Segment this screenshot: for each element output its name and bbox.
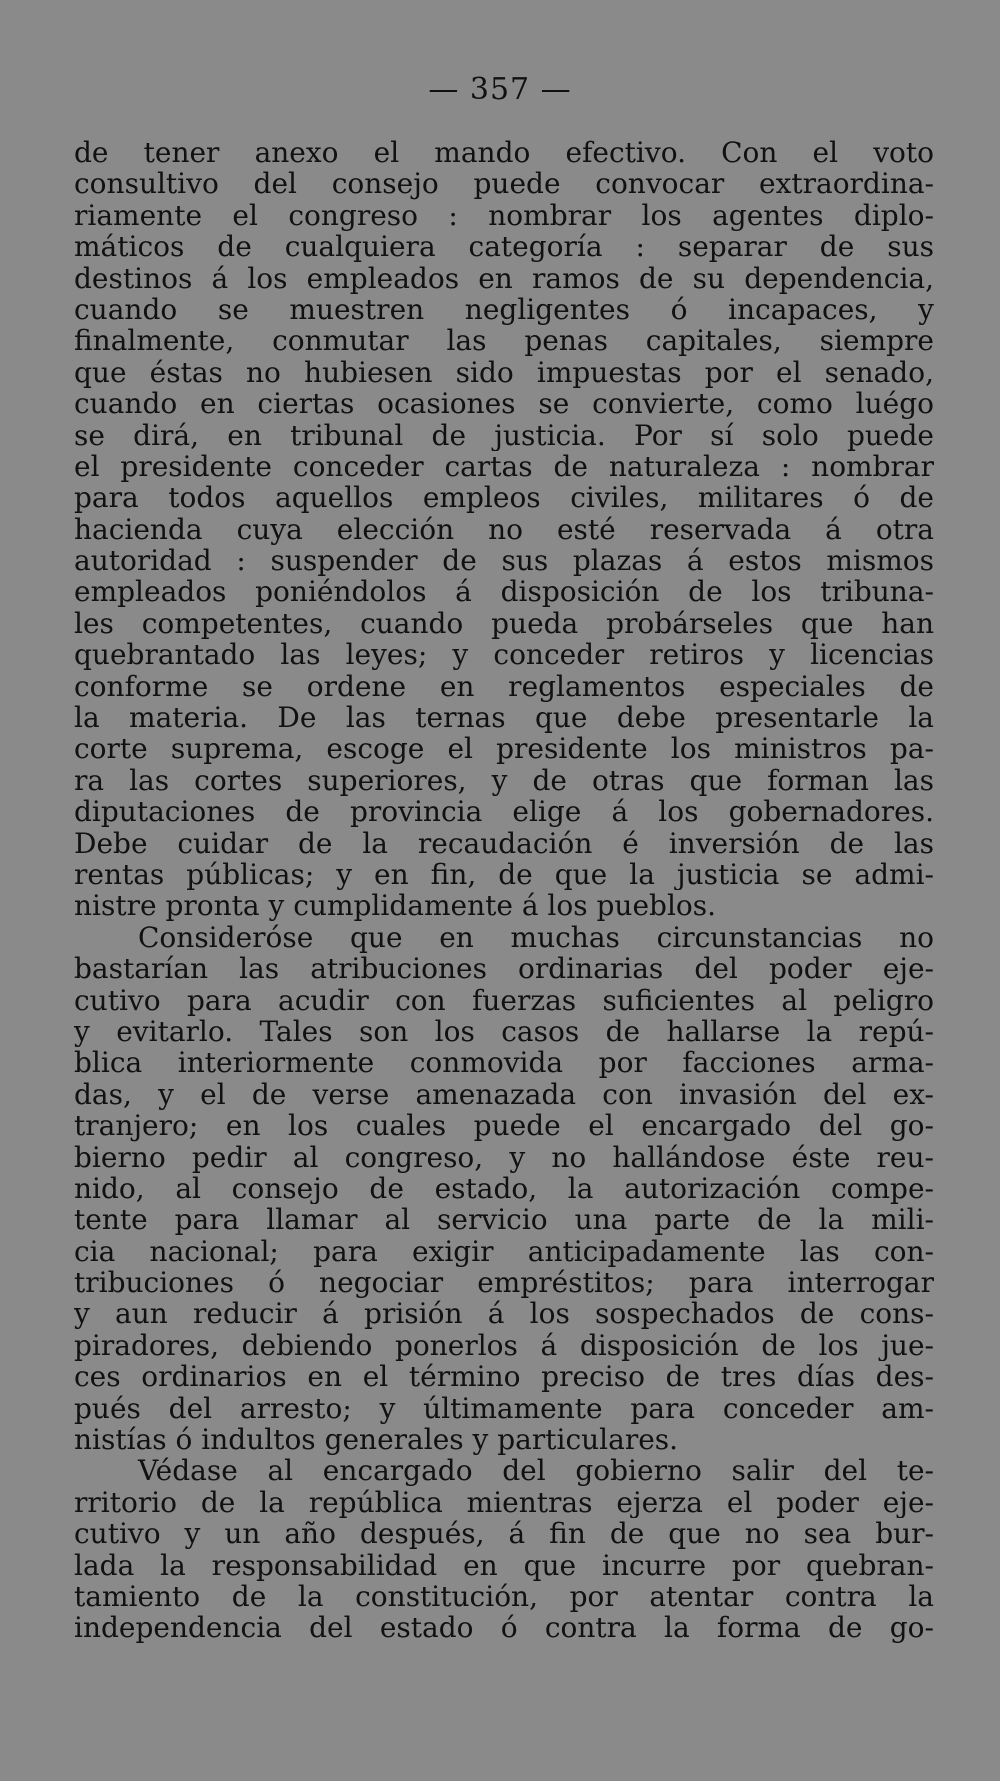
text-line: das, y el de verse amenazada con invasión del ex- [74, 1078, 934, 1111]
text-line: cuando en ciertas ocasiones se convierte, como luégo [74, 388, 934, 420]
text-line: rentas públicas; y en fin, de que la justicia se admi- [74, 858, 934, 891]
text-line: nistre pronta y cumplidamente á los pueblos. [74, 890, 717, 922]
text-line: piradores, debiendo ponerlos á disposición de los jue- [74, 1329, 934, 1362]
text-line: bierno pedir al congreso, y no hallándose éste reu- [74, 1141, 934, 1173]
body-text [74, 137, 934, 1644]
text-line: ces ordinarios en el término preciso de tres días des- [74, 1361, 934, 1393]
text-line: blica interiormente conmovida por facciones arma- [74, 1047, 934, 1079]
text-line: cutivo y un año después, á fin de que no sea bur- [74, 1518, 934, 1550]
text-line: cuando se muestren negligentes ó incapaces, y [74, 293, 934, 326]
text-line: que éstas no hubiesen sido impuestas por el senado, [74, 356, 934, 389]
text-line: el presidente conceder cartas de naturaleza : nombrar [74, 450, 934, 483]
text-line: Consideróse que en muchas circunstancias no [138, 921, 934, 954]
page-number-header: — 357 — [428, 72, 572, 107]
paragraph [74, 1455, 934, 1643]
text-line: autoridad : suspender de sus plazas á estos mismos [74, 545, 934, 577]
text-line: quebrantado las leyes; y conceder retiros y licencias [74, 639, 934, 671]
text-line: nido, al consejo de estado, la autorización compe- [74, 1172, 934, 1205]
text-line: nistías ó indultos generales y particulares. [74, 1424, 679, 1456]
text-line: Debe cuidar de la recaudación é inversión de las [74, 827, 934, 859]
text-line: les competentes, cuando pueda probárseles que han [74, 607, 934, 640]
text-line: destinos á los empleados en ramos de su dependencia, [74, 262, 934, 294]
text-line: independencia del estado ó contra la forma de go- [74, 1612, 934, 1644]
paragraph [74, 137, 934, 922]
text-line: cia nacional; para exigir anticipadamente las con- [74, 1235, 934, 1268]
text-line: se dirá, en tribunal de justicia. Por sí solo puede [74, 419, 934, 451]
text-line: y evitarlo. Tales son los casos de hallarse la repú- [74, 1015, 934, 1048]
text-line: Védase al encargado del gobierno salir del te- [138, 1455, 934, 1487]
text-line: tranjero; en los cuales puede el encargado del go- [74, 1110, 934, 1142]
text-line: cutivo para acudir con fuerzas suficientes al peligro [74, 984, 934, 1016]
paragraph [74, 922, 934, 1456]
text-line: consultivo del consejo puede convocar extraordina- [74, 168, 934, 200]
text-line: máticos de cualquiera categoría : separar de sus [74, 231, 934, 263]
text-line: pués del arresto; y últimamente para conceder am- [74, 1392, 934, 1425]
text-line: tente para llamar al servicio una parte de la mili- [74, 1204, 934, 1236]
text-line: ra las cortes superiores, y de otras que forman las [74, 764, 934, 797]
text-line: bastarían las atribuciones ordinarias del poder eje- [74, 953, 934, 985]
text-line: la materia. De las ternas que debe presentarle la [74, 702, 934, 734]
text-line: riamente el congreso : nombrar los agentes diplo- [74, 199, 934, 232]
text-line: tribuciones ó negociar empréstitos; para interrogar [74, 1267, 934, 1299]
text-line: corte suprema, escoge el presidente los ministros pa- [74, 733, 934, 765]
text-line: para todos aquellos empleos civiles, militares ó de [74, 482, 934, 514]
text-line: finalmente, conmutar las penas capitales, siempre [74, 325, 934, 357]
text-line: de tener anexo el mando efectivo. Con el voto [74, 137, 934, 169]
text-line: conforme se ordene en reglamentos especiales de [74, 670, 934, 703]
text-line: hacienda cuya elección no esté reservada á otra [74, 513, 934, 546]
text-line: y aun reducir á prisión á los sospechados de cons- [74, 1298, 934, 1330]
text-line: diputaciones de provincia elige á los gobernadores. [74, 796, 934, 828]
text-line: empleados poniéndolos á disposición de los tribuna- [74, 576, 934, 608]
text-line: rritorio de la república mientras ejerza el poder eje- [74, 1486, 934, 1519]
text-line: tamiento de la constitución, por atentar contra la [74, 1580, 934, 1613]
text-line: lada la responsabilidad en que incurre por quebran- [74, 1549, 934, 1581]
